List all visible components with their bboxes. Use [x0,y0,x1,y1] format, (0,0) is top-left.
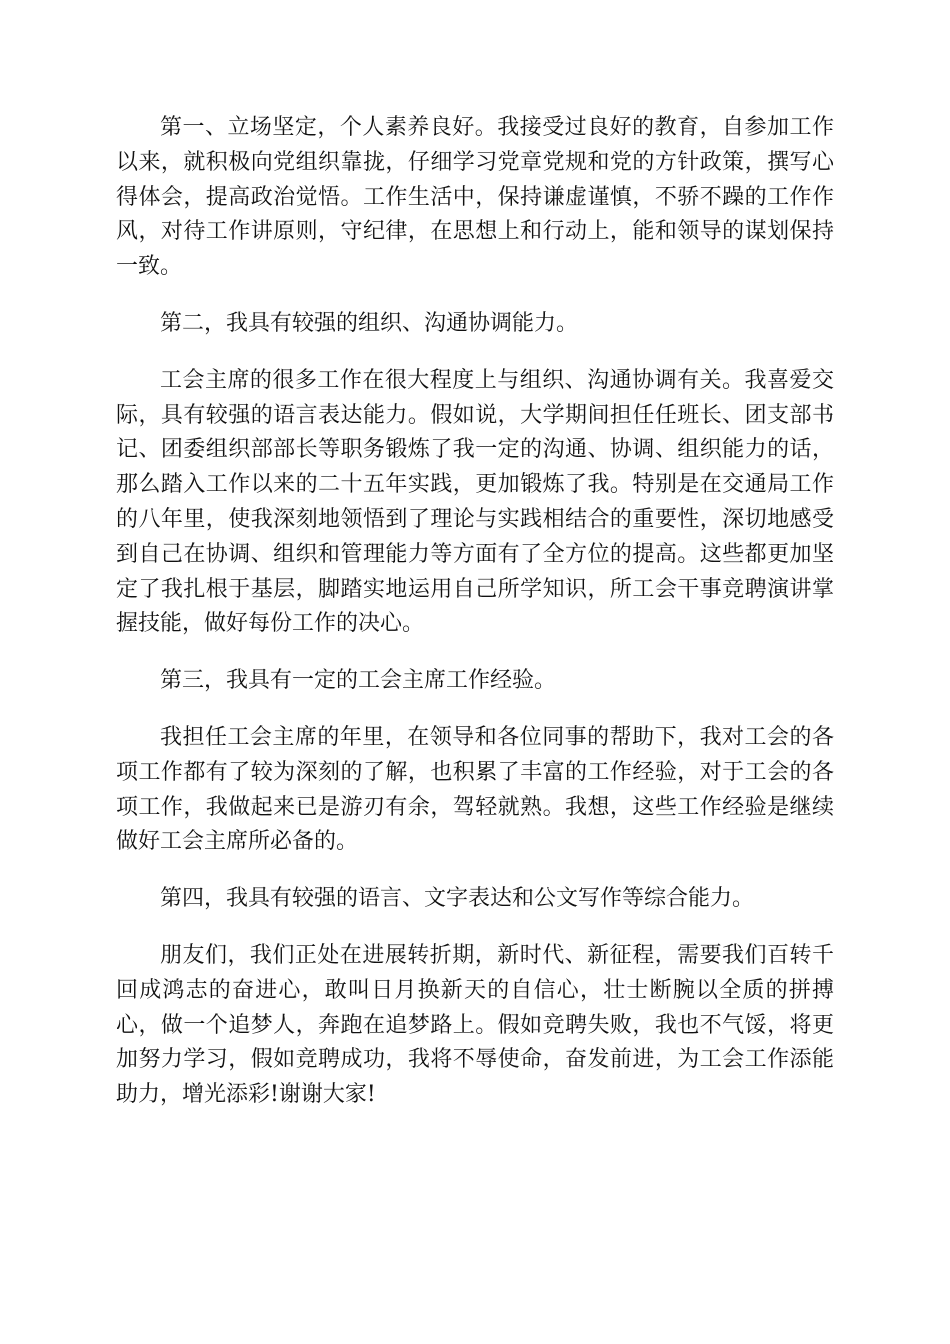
paragraph-point-three-body: 我担任工会主席的年里，在领导和各位同事的帮助下，我对工会的各项工作都有了较为深刻的了解，也积累了丰富的工作经验，对于工会的各项工作，我做起来已是游刃有余，驾轻就熟。我想，这些工作经验是继续做好工会主席所必备的。 [116,724,834,855]
document-page [116,111,834,1135]
paragraph-point-one: 第一、立场坚定，个人素养良好。我接受过良好的教育，自参加工作以来，就积极向党组织靠拢，仔细学习党章党规和党的方针政策，撰写心得体会，提高政治觉悟。工作生活中，保持谦虚谨慎，不骄不躁的工作作风，对待工作讲原则，守纪律，在思想上和行动上，能和领导的谋划保持一致。 [116,115,834,280]
paragraph-point-three-heading: 第三，我具有一定的工会主席工作经验。 [160,668,557,694]
paragraph-point-four-heading: 第四，我具有较强的语言、文字表达和公文写作等综合能力。 [160,886,755,912]
paragraph-point-two-body: 工会主席的很多工作在很大程度上与组织、沟通协调有关。我喜爱交际，具有较强的语言表达能力。假如说，大学期间担任任班长、团支部书记、团委组织部部长等职务锻炼了我一定的沟通、协调、组织能力的话，那么踏入工作以来的二十五年实践，更加锻炼了我。特别是在交通局工作的八年里，使我深刻地领悟到了理论与实践相结合的重要性，深切地感受到自己在协调、组织和管理能力等方面有了全方位的提高。这些都更加坚定了我扎根于基层，脚踏实地运用自己所学知识，所工会干事竞聘演讲掌握技能，做好每份工作的决心。 [116,367,834,637]
paragraph-closing: 朋友们，我们正处在进展转折期，新时代、新征程，需要我们百转千回成鸿志的奋进心，敢叫日月换新天的自信心，壮士断腕以全质的拼搏心，做一个追梦人，奔跑在追梦路上。假如竞聘失败，我也不气馁，将更加努力学习，假如竞聘成功，我将不辱使命，奋发前进，为工会工作添能助力，增光添彩!谢谢大家! [116,942,834,1108]
paragraph-point-two-heading: 第二，我具有较强的组织、沟通协调能力。 [160,310,579,336]
